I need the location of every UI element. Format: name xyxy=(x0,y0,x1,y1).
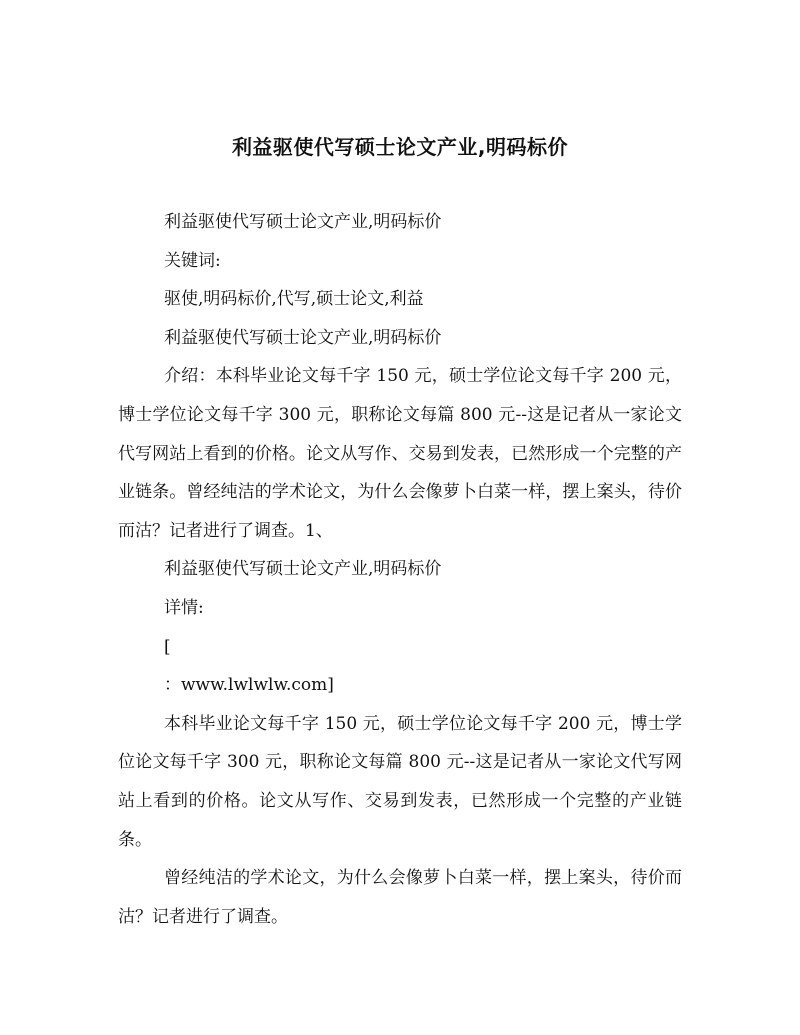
paragraph-question: 曾经纯洁的学术论文，为什么会像萝卜白菜一样，摆上案头，待价而沽？记者进行了调查。 xyxy=(118,868,682,927)
paragraph-details-label: 详情: xyxy=(164,597,204,618)
paragraph-keywords: 驱使,明码标价,代写,硕士论文,利益 xyxy=(164,289,424,310)
paragraph-keywords-label: 关键词: xyxy=(164,250,221,271)
paragraph-source-url: ：www.lwlwlw.com] xyxy=(164,675,334,696)
paragraph-subtitle: 利益驱使代写硕士论文产业,明码标价 xyxy=(164,212,442,232)
paragraph-bracket-open: [ xyxy=(164,636,171,657)
document-title: 利益驱使代写硕士论文产业,明码标价 xyxy=(231,135,569,159)
paragraph-subtitle-repeat: 利益驱使代写硕士论文产业,明码标价 xyxy=(164,327,442,348)
document-body xyxy=(118,203,682,936)
paragraph-subtitle-repeat-2: 利益驱使代写硕士论文产业,明码标价 xyxy=(164,559,442,580)
paragraph-price-details: 本科毕业论文每千字 150 元，硕士学位论文每千字 200 元，博士学位论文每千字 300 元，职称论文每篇 800 元--这是记者从一家论文代写网站上看到的价格。论文从写作、交易到发表，已然形成一个完整的产业链条。 xyxy=(118,713,682,850)
paragraph-intro: 介绍：本科毕业论文每千字 150 元，硕士学位论文每千字 200 元，博士学位论文每千字 300 元，职称论文每篇 800 元--这是记者从一家论文代写网站上看到的价格。论文从写作、交易到发表，已然形成一个完整的产业链条。曾经纯洁的学术论文，为什么会像萝卜白菜一样，摆上案头，待价而沽？记者进行了调查。1、 xyxy=(118,366,682,541)
